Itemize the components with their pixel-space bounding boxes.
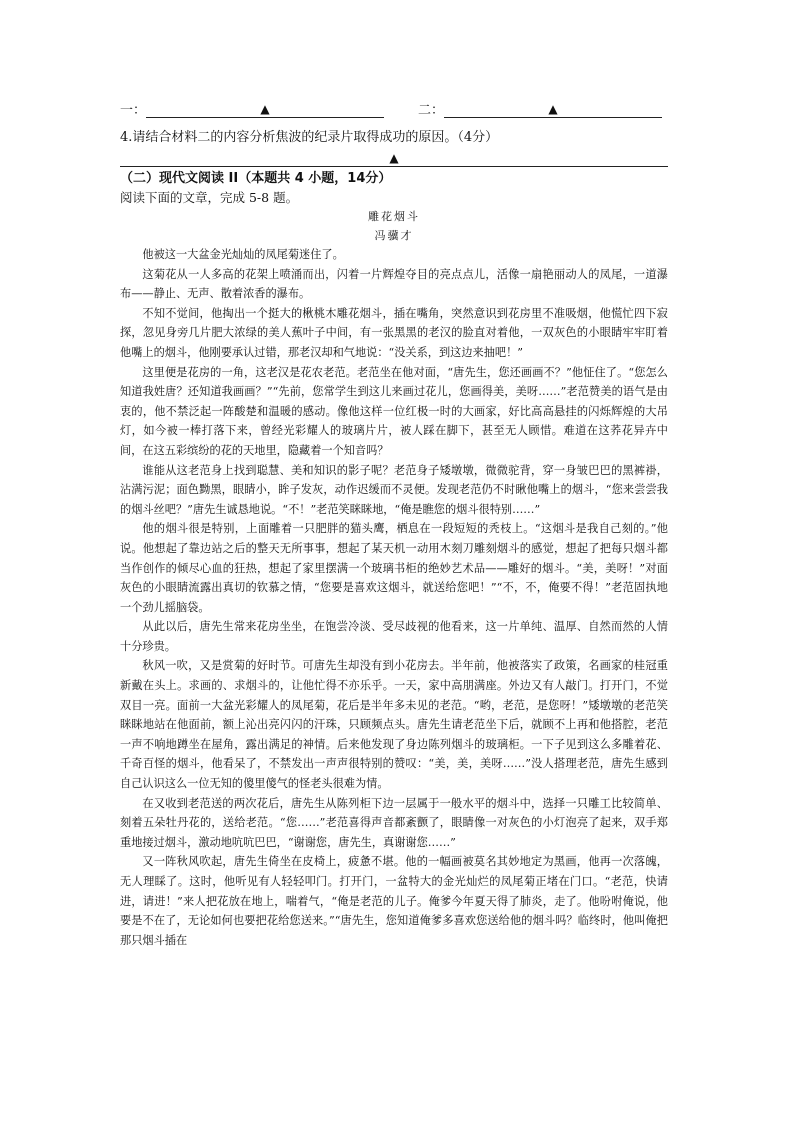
answer-marker: ▲ bbox=[389, 151, 399, 165]
answer-line-one[interactable] bbox=[146, 99, 384, 118]
article-paragraph: 他的烟斗很是特别，上面雕着一只肥胖的猫头鹰，栖息在一段短短的秃枝上。“这烟斗是我自己刻的。”他说。他想起了靠边站之后的整天无所事事，想起了某天机一动用木刻刀雕刻烟斗的感觉，想起了把每只烟斗都当作创作的倾尽心血的狂热，想起了家里摆满一个玻璃书柜的绝妙艺术品——雕好的烟斗。“美，美呀！”对面灰色的小眼睛流露出真切的钦慕之情，“您要是喜欢这烟斗，就送给您吧！”“不，不，俺要不得！”老范固执地一个劲儿摇脑袋。 bbox=[120, 522, 668, 614]
blank-label-one: 一： bbox=[120, 103, 147, 118]
section-heading: （二）现代文阅读 II（本题共 4 小题，14分） bbox=[120, 171, 392, 186]
answer-blanks bbox=[120, 96, 668, 118]
answer-line-question-4[interactable] bbox=[120, 148, 668, 167]
article-paragraph: 这菊花从一人多高的花架上喷涌而出，闪着一片辉煌夺目的亮点点儿，活像一扇艳丽动人的凤尾，一道瀑布——静止、无声、散着浓香的瀑布。 bbox=[120, 267, 668, 301]
exam-page bbox=[120, 96, 668, 950]
article-paragraph: 又一阵秋风吹起，唐先生倚坐在皮椅上，疲惫不堪。他的一幅画被莫名其妙地定为黑画，他再一次落魄，无人理睬了。这时，他听见有人轻轻叩门。打开门，一盆特大的金光灿烂的凤尾菊正堵在门口。“老范，快请进，请进！”来人把花放在地上，喘着气，“俺是老范的儿子。俺爹今年夏天得了肺炎，走了。他吩咐俺说，他要是不在了，无论如何也要把花给您送来。”“唐先生，您知道俺爹多喜欢您送给他的烟斗吗？临终时，他叫俺把那只烟斗插在 bbox=[120, 855, 668, 947]
article-author: 冯骥才 bbox=[374, 229, 414, 242]
article-paragraph: 不知不觉间，他掏出一个挺大的楸桃木雕花烟斗，插在嘴角，突然意识到花房里不准吸烟，他慌忙四下寂探，忽见身旁几片肥大浓绿的美人蕉叶子中间，有一张黑黑的老汉的脸直对着他，一双灰色的小眼睛牢牢盯着他嘴上的烟斗，他刚要承认过错，那老汉却和气地说：“没关系，到这边来抽吧！” bbox=[120, 306, 668, 359]
article-paragraph: 谁能从这老范身上找到聪慧、美和知识的影子呢？老范身子矮墩墩，微微驼背，穿一身皱巴巴的黑裤褂，沾满污泥；面色黝黑，眼睛小，眸子发灰，动作迟缓而不灵便。发现老范仍不时瞅他嘴上的烟斗，“您来尝尝我的烟斗丝吧？”唐先生诚恳地说。“不！”老范笑眯眯地，“俺是瞧您的烟斗很特别……” bbox=[120, 463, 668, 516]
blank-label-two: 二： bbox=[418, 103, 445, 118]
article-paragraph: 在又收到老范送的两次花后，唐先生从陈列柜下边一层属于一般水平的烟斗中，选择一只雕工比较简单、刻着五朵牡丹花的，送给老范。“您……”老范喜得声音都紊颤了，眼睛像一对灰色的小灯泡亮了起来，双手郑重地接过烟斗，激动地吭吭巴巴，“谢谢您，唐先生，真谢谢您……” bbox=[120, 796, 668, 849]
article-paragraph: 这里便是花房的一角，这老汉是花农老范。老范坐在他对面，“唐先生，您还画画不？”他怔住了。“您怎么知道我姓唐？还知道我画画？”“先前，您常学生到这儿来画过花儿，您画得美，美呀……”老范赞美的语气是由衷的，他不禁泛起一阵酸楚和温暖的感动。像他这样一位红极一时的大画家，好比高高悬挂的闪烁辉煌的大吊灯，如今被一棒打落下来，曾经光彩耀人的玻璃片片，被人踩在脚下，甚至无人顾惜。难道在这荞花异卉中间，在这五彩缤纷的花的天地里，隐藏着一个知音吗？ bbox=[120, 365, 668, 457]
question-4: 4.请结合材料二的内容分析焦波的纪录片取得成功的原因。（4分） bbox=[120, 130, 499, 145]
article-paragraph: 他被这一大盆金光灿灿的凤尾菊迷住了。 bbox=[142, 248, 344, 261]
answer-marker: ▲ bbox=[260, 102, 270, 116]
article-paragraph: 秋风一吹，又是赏菊的好时节。可唐先生却没有到小花房去。半年前，他被落实了政策，名画家的桂冠重新戴在头上。求画的、求烟斗的，让他忙得不亦乐乎。一天，家中高朋满座。外边又有人敲门。打开门，不觉双目一亮。面前一大盆光彩耀人的凤尾菊，花后是半年多未见的老范。“哟，老范，是您呀！”矮墩墩的老范笑眯眯地站在他面前，额上沁出亮闪闪的汗珠，只顾频点头。唐先生请老范坐下后，就顾不上再和他搭腔，老范一声不响地蹲坐在屋角，露出满足的神情。后来他发现了身边陈列烟斗的玻璃柜。一下子见到这么多雕着花、千奇百怪的烟斗，他看呆了，不禁发出一声声很特别的赞叹：“美，美，美呀……”没人搭理老范，唐先生感到自己认识这么一位无知的傻里傻气的怪老头很难为情。 bbox=[120, 659, 668, 791]
answer-line-two[interactable] bbox=[444, 99, 662, 118]
section-instruction: 阅读下面的文章，完成 5-8 题。 bbox=[120, 190, 299, 205]
article-title: 雕花烟斗 bbox=[368, 210, 420, 223]
article-paragraph: 从此以后，唐先生常来花房坐坐，在饱尝冷淡、受尽歧视的他看来，这一片单纯、温厚、自然而然的人情十分珍贵。 bbox=[120, 620, 668, 653]
answer-marker: ▲ bbox=[548, 102, 558, 116]
